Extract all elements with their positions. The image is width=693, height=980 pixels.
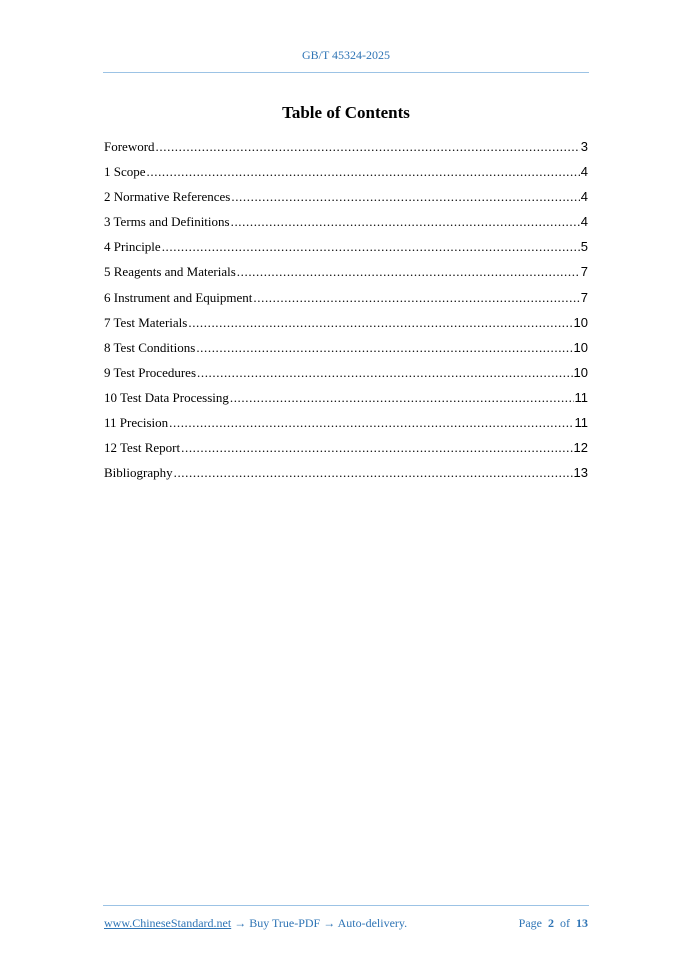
dot-leader [196, 340, 572, 356]
dot-leader [162, 239, 580, 255]
arrow-right-icon: → [234, 916, 247, 930]
toc-entry-reagents-materials[interactable] [104, 264, 588, 289]
toc-entry-page: 13 [573, 465, 588, 481]
toc-entry-page: 12 [573, 440, 588, 456]
arrow-right-icon: → [323, 916, 336, 930]
toc-entry-page: 10 [573, 314, 588, 330]
toc-entry-label: 5 Reagents and Materials [104, 264, 236, 280]
toc-entry-page: 7 [580, 289, 588, 305]
toc-entry-principle[interactable] [104, 239, 588, 264]
toc-entry-page: 11 [574, 415, 588, 431]
toc-entry-page: 10 [573, 339, 588, 355]
toc-entry-page: 3 [580, 139, 588, 154]
dot-leader [174, 465, 573, 481]
dot-leader [230, 390, 574, 406]
toc-entry-label: 6 Instrument and Equipment [104, 289, 253, 305]
buy-pdf-text: Buy True-PDF [249, 916, 321, 930]
toc-title: Table of Contents [282, 103, 410, 122]
toc-entry-bibliography[interactable] [104, 465, 588, 490]
dot-leader [147, 164, 580, 180]
dot-leader [188, 315, 572, 331]
toc-entry-test-report[interactable] [104, 440, 588, 465]
toc-entry-precision[interactable] [104, 415, 588, 440]
toc-entry-page: 4 [580, 164, 588, 180]
page-word: Page [518, 916, 542, 930]
toc-entry-test-conditions[interactable] [104, 340, 588, 365]
toc-entry-test-materials[interactable] [104, 315, 588, 340]
dot-leader [156, 139, 580, 155]
toc-entry-label: 3 Terms and Definitions [104, 214, 230, 230]
toc-entry-page: 7 [580, 264, 588, 280]
page-indicator [519, 916, 588, 931]
toc-entry-label: 10 Test Data Processing [104, 389, 229, 405]
dot-leader [237, 264, 580, 280]
toc-entry-label: 7 Test Materials [104, 314, 188, 330]
footer-promo [104, 916, 407, 931]
site-link[interactable]: www.ChineseStandard.net [104, 916, 232, 930]
toc-entry-label: 11 Precision [104, 415, 169, 431]
toc-entry-test-data-processing[interactable] [104, 390, 588, 415]
dot-leader [181, 440, 572, 456]
toc-entry-page: 5 [580, 239, 588, 255]
toc-entry-terms-definitions[interactable] [104, 214, 588, 239]
toc-entry-label: Bibliography [104, 465, 173, 481]
dot-leader [231, 214, 580, 230]
standard-code: GB/T 45324-2025 [301, 48, 391, 62]
toc-entry-label: Foreword [104, 139, 155, 154]
dot-leader [231, 189, 579, 205]
toc-entry-normative-references[interactable] [104, 189, 588, 214]
toc-entry-page: 4 [580, 214, 588, 230]
toc-entry-scope[interactable] [104, 164, 588, 189]
header-divider [103, 72, 589, 73]
page-footer [104, 916, 588, 931]
dot-leader [169, 415, 573, 431]
toc-entry-label: 12 Test Report [104, 440, 181, 456]
page-header [103, 48, 589, 63]
toc-entry-page: 4 [580, 189, 588, 205]
toc-entry-test-procedures[interactable] [104, 365, 588, 390]
toc-entry-page: 10 [573, 364, 588, 380]
dot-leader [197, 365, 573, 381]
toc-entry-label: 8 Test Conditions [104, 339, 196, 355]
footer-divider [103, 905, 589, 906]
toc-entry-page: 11 [574, 389, 588, 405]
current-page-number: 2 [548, 916, 554, 930]
toc-entry-label: 4 Principle [104, 239, 161, 255]
toc-entry-label: 2 Normative References [104, 189, 231, 205]
toc-list [104, 139, 588, 490]
dot-leader [253, 290, 579, 306]
toc-entry-foreword[interactable] [104, 139, 588, 164]
toc-entry-label: 1 Scope [104, 164, 146, 180]
toc-entry-label: 9 Test Procedures [104, 364, 196, 380]
total-pages-number: 13 [576, 916, 588, 930]
toc-entry-instrument-equipment[interactable] [104, 290, 588, 315]
of-word: of [560, 916, 570, 930]
auto-delivery-text: Auto-delivery. [337, 916, 408, 930]
